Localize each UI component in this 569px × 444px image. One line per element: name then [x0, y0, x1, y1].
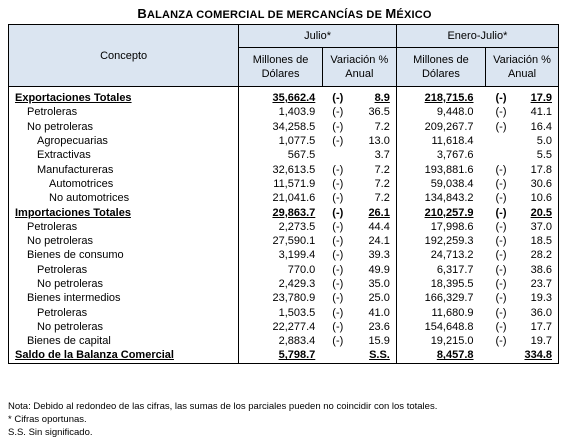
- row-label: Importaciones Totales: [9, 205, 239, 219]
- cell-variation-jan-jul: (-) 38.6: [486, 263, 559, 277]
- row-label: Petroleras: [9, 305, 239, 319]
- cell-variation-july: (-) 7.2: [322, 162, 396, 176]
- cell-millions-july: 1,503.5: [278, 306, 316, 319]
- cell-millions-july: 3,199.4: [278, 249, 316, 262]
- cell-variation-july: (-) 7.2: [322, 191, 396, 205]
- row-label: Petroleras: [9, 105, 239, 119]
- cell-millions-july: 34,258.5: [272, 120, 316, 133]
- cell-millions-july: 23,780.9: [272, 292, 316, 305]
- header-variation-1: Variación % Anual: [322, 48, 396, 87]
- note-ss: S.S. Sin significado.: [8, 427, 93, 438]
- cell-millions-july: 32,613.5: [272, 163, 316, 176]
- cell-millions-july: 35,662.4: [272, 92, 316, 105]
- cell-millions-jan-jul: 3,767.6: [436, 149, 474, 162]
- cell-variation-july: (-) 8.9: [322, 87, 396, 106]
- row-label: Manufactureras: [9, 162, 239, 176]
- cell-variation-jan-jul: (-) 20.5: [486, 205, 559, 219]
- table-row: [9, 291, 559, 305]
- note-rounding: Nota: Debido al redondeo de las cifras, las sumas de los parciales pueden no coincidir con los totales.: [8, 401, 438, 412]
- cell-millions-july: 1,403.9: [278, 106, 316, 119]
- table-row: [9, 234, 559, 248]
- row-label: Petroleras: [9, 220, 239, 234]
- cell-variation-jan-jul: (-) 28.2: [486, 248, 559, 262]
- row-label: Exportaciones Totales: [9, 87, 239, 106]
- row-label: Agropecuarias: [9, 134, 239, 148]
- cell-variation-july: (-) 23.6: [322, 320, 396, 334]
- cell-variation-july: (-) 15.9: [322, 334, 396, 348]
- cell-variation-july: (-) 26.1: [322, 205, 396, 219]
- cell-variation-july: (-) 36.5: [322, 105, 396, 119]
- cell-millions-jan-jul: 59,038.4: [430, 177, 474, 190]
- cell-millions-july: 770.0: [287, 263, 316, 276]
- table-row: [9, 120, 559, 134]
- table-row: [9, 87, 559, 106]
- table-body: [9, 87, 559, 364]
- cell-variation-july: (-) 24.1: [322, 234, 396, 248]
- cell-variation-jan-jul: (-) 17.7: [486, 320, 559, 334]
- cell-variation-jan-jul: (-) 17.8: [486, 162, 559, 176]
- table-row: [9, 263, 559, 277]
- cell-millions-jan-jul: 11,680.9: [431, 306, 474, 319]
- row-label: Bienes de consumo: [9, 248, 239, 262]
- cell-variation-jan-jul: (-) 17.9: [486, 87, 559, 106]
- table-row: [9, 177, 559, 191]
- cell-variation-july: (-) 44.4: [322, 220, 396, 234]
- cell-millions-july: 2,883.4: [278, 335, 316, 348]
- cell-variation-july: (-) 49.9: [322, 263, 396, 277]
- cell-variation-jan-jul: (-) 19.3: [486, 291, 559, 305]
- cell-millions-july: 1,077.5: [278, 135, 316, 148]
- table-row: [9, 320, 559, 334]
- header-millions-1: Millones de Dólares: [239, 48, 323, 87]
- cell-millions-jan-jul: 154,648.8: [424, 320, 474, 333]
- row-label: Saldo de la Balanza Comercial: [9, 348, 239, 363]
- table-row: [9, 148, 559, 162]
- cell-variation-jan-jul: (-) 23.7: [486, 277, 559, 291]
- table-row: [9, 248, 559, 262]
- row-label: Petroleras: [9, 263, 239, 277]
- note-oportunas: * Cifras oportunas.: [8, 414, 87, 425]
- header-concept: Concepto: [9, 25, 239, 87]
- cell-millions-jan-jul: 8,457.8: [396, 348, 485, 363]
- cell-variation-july: (-) 39.3: [322, 248, 396, 262]
- cell-variation-jan-jul: (-) 30.6: [486, 177, 559, 191]
- cell-variation-july: (-) 13.0: [322, 134, 396, 148]
- cell-variation-july: (-) 25.0: [322, 291, 396, 305]
- cell-millions-july: 567.5: [287, 149, 316, 162]
- cell-variation-july: S.S.: [322, 348, 396, 363]
- table-row: [9, 105, 559, 119]
- table-row: [9, 305, 559, 319]
- cell-variation-july: 3.7: [322, 148, 396, 162]
- cell-millions-jan-jul: 193,881.6: [424, 163, 474, 176]
- cell-variation-jan-jul: (-) 19.7: [486, 334, 559, 348]
- header-period-july: Julio*: [239, 25, 397, 48]
- header-period-jan-jul: Enero-Julio*: [396, 25, 558, 48]
- cell-millions-july: 21,041.6: [272, 192, 316, 205]
- cell-variation-jan-jul: (-) 18.5: [486, 234, 559, 248]
- cell-millions-july: 5,798.7: [239, 348, 323, 363]
- cell-millions-jan-jul: 209,267.7: [424, 120, 474, 133]
- row-label: Bienes intermedios: [9, 291, 239, 305]
- cell-millions-jan-jul: 9,448.0: [436, 106, 474, 119]
- cell-millions-jan-jul: 24,713.2: [430, 249, 474, 262]
- cell-millions-jan-jul: 218,715.6: [424, 92, 474, 105]
- cell-millions-jan-jul: 6,317.7: [436, 263, 474, 276]
- cell-millions-july: 29,863.7: [272, 206, 316, 219]
- row-label: Automotrices: [9, 177, 239, 191]
- table-row: [9, 162, 559, 176]
- row-label: No petroleras: [9, 320, 239, 334]
- table-row: [9, 277, 559, 291]
- cell-variation-jan-jul: 334.8: [486, 348, 559, 363]
- cell-millions-jan-jul: 134,843.2: [424, 192, 474, 205]
- cell-millions-july: 11,571.9: [273, 177, 316, 190]
- cell-millions-july: 2,429.3: [278, 278, 316, 290]
- cell-millions-jan-jul: 11,618.4: [431, 135, 474, 148]
- cell-millions-jan-jul: 210,257.9: [424, 206, 474, 219]
- cell-variation-jan-jul: (-) 16.4: [486, 120, 559, 134]
- row-label: Bienes de capital: [9, 334, 239, 348]
- row-label: No petroleras: [9, 234, 239, 248]
- row-label: Extractivas: [9, 148, 239, 162]
- header-millions-2: Millones de Dólares: [396, 48, 485, 87]
- table-row: [9, 220, 559, 234]
- cell-millions-jan-jul: 192,259.3: [424, 235, 474, 248]
- header-variation-2: Variación % Anual: [486, 48, 559, 87]
- row-label: No petroleras: [9, 277, 239, 291]
- cell-variation-jan-jul: (-) 41.1: [486, 105, 559, 119]
- trade-balance-table: [8, 24, 559, 364]
- cell-millions-july: 2,273.5: [278, 220, 316, 233]
- cell-variation-jan-jul: (-) 10.6: [486, 191, 559, 205]
- cell-millions-july: 27,590.1: [272, 235, 316, 248]
- row-label: No automotrices: [9, 191, 239, 205]
- cell-millions-jan-jul: 166,329.7: [424, 292, 474, 305]
- cell-millions-jan-jul: 19,215.0: [430, 335, 474, 348]
- footnotes: [8, 400, 437, 439]
- table-title: BALANZA COMERCIAL DE MERCANCÍAS DE MÉXICO: [137, 6, 432, 21]
- table-row: [9, 191, 559, 205]
- cell-variation-jan-jul: 5.0: [486, 134, 559, 148]
- table-row: [9, 348, 559, 363]
- table-row: [9, 134, 559, 148]
- cell-millions-july: 22,277.4: [272, 320, 316, 333]
- table-row: [9, 334, 559, 348]
- cell-variation-july: (-) 41.0: [322, 305, 396, 319]
- cell-variation-july: (-) 7.2: [322, 177, 396, 191]
- cell-variation-jan-jul: 5.5: [486, 148, 559, 162]
- table-row: [9, 205, 559, 219]
- cell-millions-jan-jul: 18,395.5: [430, 278, 474, 290]
- cell-variation-jan-jul: (-) 37.0: [486, 220, 559, 234]
- row-label: No petroleras: [9, 120, 239, 134]
- cell-variation-july: (-) 7.2: [322, 120, 396, 134]
- cell-millions-jan-jul: 17,998.6: [430, 220, 474, 233]
- cell-variation-july: (-) 35.0: [322, 277, 396, 291]
- cell-variation-jan-jul: (-) 36.0: [486, 305, 559, 319]
